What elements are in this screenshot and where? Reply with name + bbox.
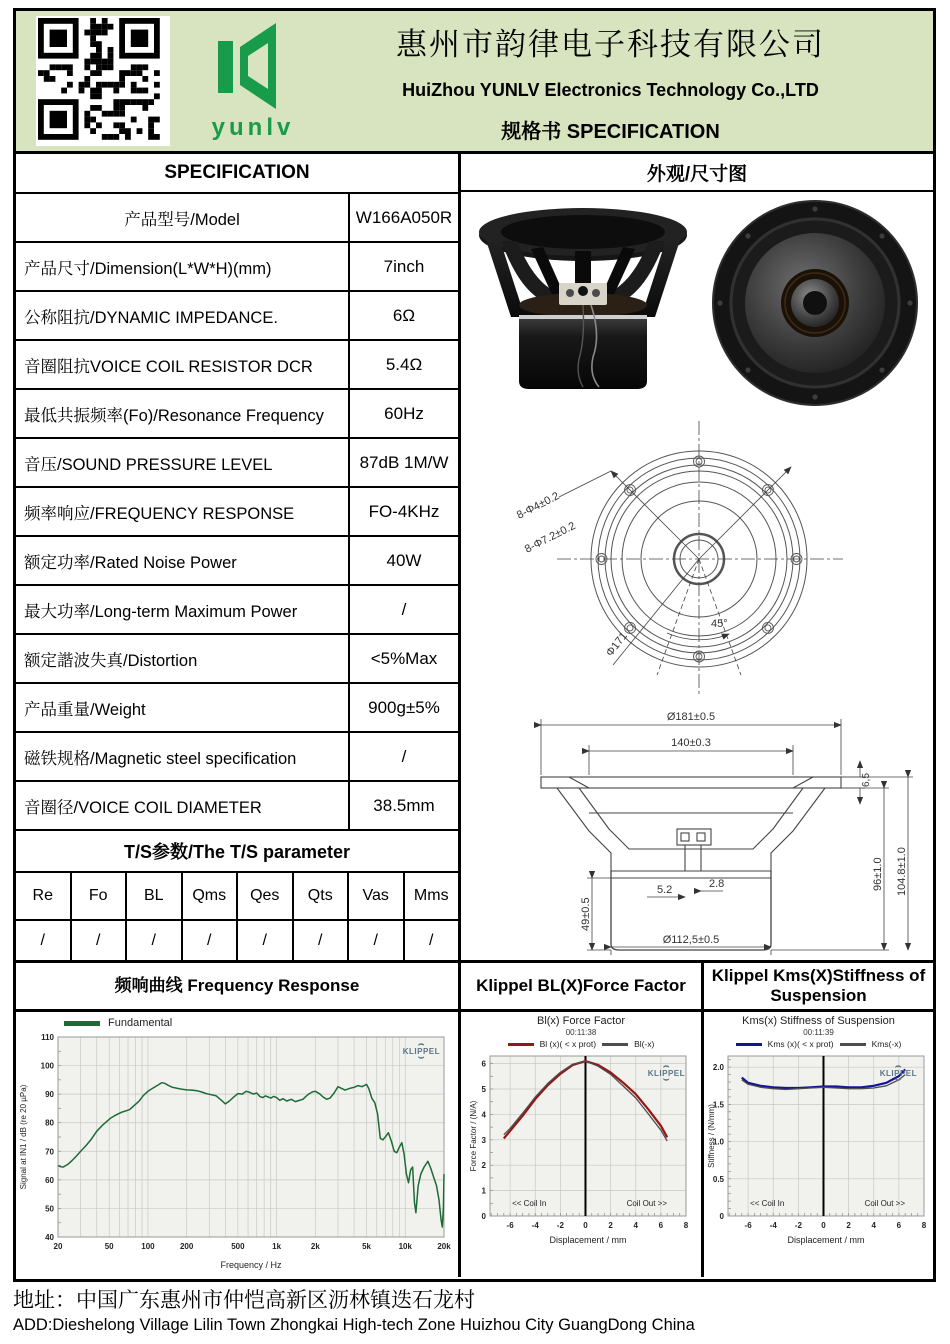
dim-label: Ø112,5±0.5 — [662, 934, 720, 946]
table-row — [16, 782, 458, 831]
row-label: 额定功率/Rated Noise Power — [16, 537, 350, 584]
svg-text:0: 0 — [820, 1221, 826, 1230]
row-label: 频率响应/FREQUENCY RESPONSE — [16, 488, 350, 535]
svg-text:1.0: 1.0 — [712, 1137, 724, 1147]
svg-text:2: 2 — [608, 1221, 613, 1230]
row-label: 额定諧波失真/Distortion — [16, 635, 350, 682]
dim-label: 2.8 — [709, 878, 725, 890]
klippel-logo: ⌢ KLIPPEL ⌣ — [878, 1064, 919, 1083]
ts-value: / — [16, 921, 72, 960]
row-value: 38.5mm — [373, 795, 435, 815]
svg-text:70: 70 — [45, 1147, 54, 1157]
dim-label: 6,5 — [861, 773, 872, 787]
table-row — [16, 635, 458, 684]
ts-value: / — [183, 921, 239, 960]
header — [16, 11, 933, 154]
row-label: 产品重量/Weight — [16, 684, 350, 731]
svg-text:0: 0 — [583, 1221, 588, 1230]
svg-text:110: 110 — [41, 1033, 54, 1042]
ts-header: Fo — [72, 873, 128, 919]
svg-text:5: 5 — [481, 1085, 486, 1095]
ts-parameter-title: T/S参数/The T/S parameter — [16, 831, 458, 873]
kms-chart-legend — [736, 1039, 902, 1049]
svg-text:1: 1 — [481, 1186, 486, 1196]
kms-x-swatch — [736, 1043, 762, 1046]
ts-header: Qts — [294, 873, 350, 919]
address-cn: 地址：中国广东惠州市仲恺高新区沥林镇迭石龙村 — [13, 1288, 475, 1312]
row-label: 音圈阻抗VOICE COIL RESISTOR DCR — [16, 341, 350, 388]
table-row — [16, 733, 458, 782]
svg-text:20: 20 — [53, 1242, 63, 1251]
table-row — [16, 194, 458, 243]
svg-text:3: 3 — [481, 1135, 486, 1145]
row-value: / — [401, 599, 407, 619]
row-value: FO-4KHz — [368, 501, 440, 521]
svg-text:20k: 20k — [437, 1242, 451, 1251]
row-value: <5%Max — [370, 648, 438, 668]
svg-text:6: 6 — [896, 1221, 901, 1230]
ts-value: / — [127, 921, 183, 960]
fr-legend — [18, 1014, 456, 1029]
svg-text:500: 500 — [231, 1242, 245, 1251]
fr-chart-svg — [18, 1029, 454, 1271]
table-row — [16, 390, 458, 439]
klippel-logo: ⌢ KLIPPEL ⌣ — [401, 1042, 442, 1061]
row-label: 最低共振频率(Fo)/Resonance Frequency — [16, 390, 350, 437]
dim-label: 45° — [711, 618, 728, 630]
company-logo — [188, 23, 318, 140]
svg-text:Frequency / Hz: Frequency / Hz — [220, 1260, 282, 1270]
svg-text:5k: 5k — [362, 1242, 371, 1251]
table-row — [16, 488, 458, 537]
svg-text:-6: -6 — [506, 1221, 514, 1230]
qr-code — [36, 16, 170, 146]
kms-panel-title: Klippel Kms(X)Stiffness of Suspension — [704, 963, 933, 1012]
row-label: 产品尺寸/Dimension(L*W*H)(mm) — [16, 243, 350, 290]
svg-text:6: 6 — [481, 1059, 486, 1069]
kms-chart-area — [704, 1012, 933, 1277]
bl-chart-timestamp: 00:11:38 — [565, 1028, 597, 1037]
svg-text:Stiffness / (N/mm): Stiffness / (N/mm) — [706, 1104, 716, 1168]
svg-text:1k: 1k — [272, 1242, 282, 1251]
svg-text:60: 60 — [45, 1175, 54, 1185]
table-row — [16, 684, 458, 733]
dim-label: Φ171 — [603, 630, 631, 659]
bl-negx-swatch — [602, 1043, 628, 1046]
company-name-en: HuiZhou YUNLV Electronics Technology Co.,LTD — [402, 79, 819, 100]
table-row — [16, 439, 458, 488]
row-label: 音压/SOUND PRESSURE LEVEL — [16, 439, 350, 486]
svg-text:2.0: 2.0 — [712, 1063, 724, 1073]
svg-text:<< Coil In: << Coil In — [749, 1199, 784, 1208]
kms-chart-title: Kms(x) Stiffness of Suspension — [742, 1015, 895, 1027]
ts-header: Qms — [183, 873, 239, 919]
front-dimension-drawing — [461, 413, 933, 701]
svg-text:8: 8 — [683, 1221, 689, 1230]
ts-value: / — [349, 921, 405, 960]
svg-text:4: 4 — [633, 1221, 638, 1230]
address-en: ADD:Dieshelong Village Lilin Town Zhongkai High-tech Zone Huizhou City GuangDong China — [13, 1316, 695, 1334]
appearance-title: 外观/尺寸图 — [461, 154, 933, 192]
ts-parameter-headers — [16, 873, 458, 921]
svg-text:Displacement / mm: Displacement / mm — [549, 1235, 627, 1245]
speaker-front-photo — [707, 197, 923, 409]
dim-label: 96±1.0 — [872, 857, 884, 891]
row-value: 900g±5% — [368, 697, 440, 717]
svg-text:100: 100 — [40, 1061, 54, 1071]
svg-text:-2: -2 — [556, 1221, 564, 1230]
svg-text:Displacement / mm: Displacement / mm — [786, 1235, 865, 1245]
footer-address — [13, 1284, 933, 1335]
dim-label: Ø181±0.5 — [666, 711, 716, 723]
table-row — [16, 537, 458, 586]
svg-text:Force Factor / (N/A): Force Factor / (N/A) — [469, 1100, 478, 1172]
row-value: W166A050R — [355, 207, 453, 227]
ts-value: / — [429, 931, 434, 949]
dim-label: 8-Φ4±0.2 — [514, 490, 562, 522]
table-row — [16, 243, 458, 292]
svg-text:10k: 10k — [398, 1242, 412, 1251]
fr-panel-title: 频响曲线 Frequency Response — [16, 963, 458, 1012]
kms-chart-timestamp: 00:11:39 — [803, 1028, 834, 1037]
fr-legend-label: Fundamental — [108, 1017, 173, 1029]
ts-value: / — [72, 921, 128, 960]
svg-text:-4: -4 — [769, 1221, 777, 1230]
svg-text:-4: -4 — [531, 1221, 539, 1230]
svg-text:-2: -2 — [794, 1221, 802, 1230]
ts-value: / — [294, 921, 350, 960]
bl-negx-label: Bl(-x) — [634, 1039, 655, 1049]
kms-negx-swatch — [840, 1043, 866, 1046]
svg-text:4: 4 — [871, 1221, 876, 1230]
speaker-logo-icon — [214, 23, 292, 109]
spec-title: SPECIFICATION — [16, 154, 458, 194]
ts-header: BL — [127, 873, 183, 919]
charts-section — [16, 963, 933, 1277]
row-label: 磁铁规格/Magnetic steel specification — [16, 733, 350, 780]
kms-stiffness-panel — [704, 963, 933, 1277]
svg-text:50: 50 — [104, 1242, 114, 1251]
frequency-response-panel — [16, 963, 461, 1277]
table-row — [16, 292, 458, 341]
row-value: 40W — [386, 550, 422, 570]
ts-value: / — [238, 921, 294, 960]
product-photos — [461, 192, 933, 413]
table-row — [16, 341, 458, 390]
dim-label: 104.8±1.0 — [896, 847, 908, 896]
svg-text:6: 6 — [658, 1221, 664, 1230]
row-label: 最大功率/Long-term Maximum Power — [16, 586, 350, 633]
bl-panel-title: Klippel BL(X)Force Factor — [461, 963, 701, 1012]
svg-text:0: 0 — [719, 1212, 724, 1221]
dim-label: 140±0.3 — [671, 737, 711, 749]
svg-text:<< Coil In: << Coil In — [512, 1199, 547, 1208]
svg-text:Signal at IN1 / dB (re 20 µPa): Signal at IN1 / dB (re 20 µPa) — [19, 1084, 28, 1190]
kms-negx-label: Kms(-x) — [871, 1039, 902, 1049]
row-label: 公称阻抗/DYNAMIC IMPEDANCE. — [16, 292, 350, 339]
speaker-side-photo — [471, 197, 699, 409]
bl-x-label: Bl (x)( < x prot) — [539, 1039, 597, 1049]
bl-chart-title: Bl(x) Force Factor — [536, 1015, 625, 1027]
ts-parameter-values — [16, 921, 458, 960]
specification-table — [16, 154, 461, 960]
table-row — [16, 586, 458, 635]
dim-label: 5.2 — [657, 884, 673, 896]
bl-chart-area — [461, 1012, 701, 1277]
klippel-logo: ⌢ KLIPPEL ⌣ — [646, 1064, 687, 1083]
svg-text:80: 80 — [45, 1118, 54, 1128]
row-label: 音圈径/VOICE COIL DIAMETER — [16, 782, 350, 829]
ts-header: Vas — [349, 873, 405, 919]
company-name-cn: 惠州市韵律电子科技有限公司 — [396, 26, 825, 62]
svg-text:50: 50 — [45, 1204, 54, 1214]
svg-text:Coil Out >>: Coil Out >> — [626, 1199, 668, 1208]
svg-text:-6: -6 — [744, 1221, 752, 1230]
row-value: / — [401, 746, 407, 766]
row-label: 产品型号/Model — [16, 194, 350, 241]
fr-chart-area — [16, 1012, 458, 1277]
header-text — [318, 19, 933, 144]
svg-text:90: 90 — [45, 1090, 54, 1100]
svg-text:4: 4 — [481, 1110, 486, 1120]
fundamental-swatch — [64, 1021, 100, 1026]
row-value: 60Hz — [384, 403, 424, 423]
ts-header: Mms — [413, 887, 449, 904]
row-value: 7inch — [383, 256, 425, 276]
appearance-panel — [461, 154, 933, 960]
dim-label: 49±0.5 — [580, 897, 592, 931]
bl-chart-legend — [508, 1039, 655, 1049]
svg-text:2: 2 — [845, 1221, 851, 1230]
svg-text:0.5: 0.5 — [712, 1174, 724, 1184]
bl-x-swatch — [508, 1043, 534, 1046]
dim-label: 8-Φ7.2±0.2 — [522, 519, 578, 556]
document-frame — [13, 8, 936, 1282]
ts-header: Re — [16, 873, 72, 919]
bl-force-factor-panel — [461, 963, 704, 1277]
svg-text:1.5: 1.5 — [712, 1100, 724, 1110]
svg-text:Coil Out >>: Coil Out >> — [864, 1199, 905, 1208]
svg-text:40: 40 — [45, 1233, 54, 1242]
svg-text:2: 2 — [481, 1161, 486, 1171]
ts-header: Qes — [238, 873, 294, 919]
svg-text:200: 200 — [179, 1242, 194, 1251]
main-content — [16, 154, 933, 963]
row-value: 6Ω — [392, 305, 416, 325]
logo-wordmark: yunlv — [211, 113, 295, 141]
svg-text:0: 0 — [481, 1212, 486, 1221]
row-value: 5.4Ω — [385, 354, 423, 374]
svg-text:2k: 2k — [310, 1242, 320, 1251]
svg-text:8: 8 — [921, 1221, 926, 1230]
side-dimension-drawing — [461, 701, 933, 960]
kms-x-label: Kms (x)( < x prot) — [767, 1039, 834, 1049]
svg-text:100: 100 — [141, 1242, 155, 1251]
row-value: 87dB 1M/W — [359, 452, 449, 472]
document-type: 规格书 SPECIFICATION — [501, 120, 720, 143]
